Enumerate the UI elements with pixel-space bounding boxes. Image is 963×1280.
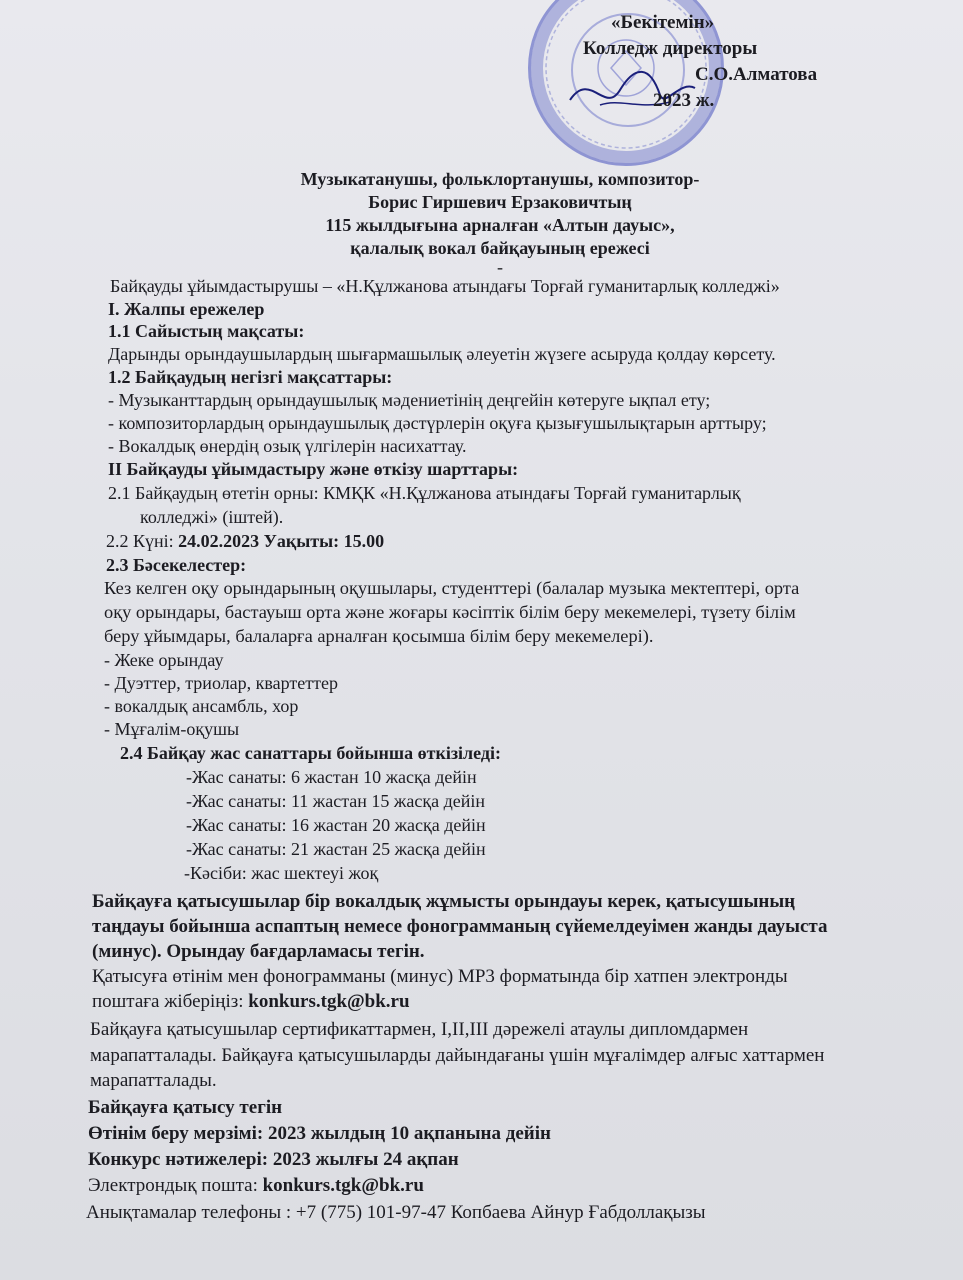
category-item-3: - вокалдық ансамбль, хор [104,696,299,716]
category-item-4: - Мұғалім-оқушы [104,719,240,739]
approval-position: Колледж директоры [583,38,758,59]
title-line-1: Музыкатанушы, фольклортанушы, композитор- [300,169,700,189]
age-category-5: -Кәсіби: жас шектеуі жоқ [184,863,379,883]
approval-year: 2023 ж. [653,90,715,111]
application-deadline: Өтінім беру мерзімі: 2023 жылдың 10 ақпанына дейін [88,1123,551,1144]
participation-free: Байқауға қатысу тегін [88,1097,283,1118]
age-category-4: -Жас санаты: 21 жастан 25 жасқа дейін [186,839,486,859]
date-value: 24.02.2023 Уақыты: 15.00 [178,531,385,551]
participants-line-1: Кез келген оқу орындарының оқушылары, студенттері (балалар музыка мектептері, орта [104,578,800,598]
organizer-line: Байқауды ұйымдастырушы – «Н.Құлжанова атындағы Торғай гуманитарлық колледжі» [110,276,780,296]
approval-block [583,10,843,114]
rules-line-3: (минус). Орындау бағдарламасы тегін. [92,941,425,962]
contact-email-line [88,1174,424,1198]
goal-item-2: - композиторлардың орындаушылық дәстүрлерін оқуға қызығушылықтарын арттыру; [108,413,767,433]
email-submit-line [92,990,410,1014]
age-category-2: -Жас санаты: 11 жастан 15 жасқа дейін [186,791,485,811]
title-dash: - [497,257,503,277]
awards-line-2: марапатталады. Байқауға қатысушыларды дайындағаны үшін мұғалімдер алғыс хаттармен [90,1045,825,1066]
goal-item-3: - Вокалдық өнердің озық үлгілерін насихаттау. [108,436,467,456]
email-submit-address: konkurs.tgk@bk.ru [248,991,410,1012]
awards-line-3: марапатталады. [90,1070,217,1091]
category-item-1: - Жеке орындау [104,650,224,670]
approval-name: С.О.Алматова [695,64,818,85]
email-instructions-line: Қатысуға өтінім мен фонограмманы (минус) МР3 форматында бір хатпен электронды [92,966,788,987]
goal-item-1: - Музыканттардың орындаушылық мәдениетінің деңгейін көтеруге ықпал ету; [108,390,711,410]
goal-text: Дарынды орындаушылардың шығармашылық әлеуетін жүзеге асыруда қолдау көрсету. [108,344,776,364]
participants-line-3: беру ұйымдары, балаларға арналған қосымша білім беру мекемелері). [104,626,654,646]
section-1-1-heading: 1.1 Сайыстың мақсаты: [108,321,305,341]
rules-line-2: таңдауы бойынша аспаптың немесе фонограмманың сүйемелдеуімен жанды дауыста [92,916,828,937]
rules-line-1: Байқауға қатысушылар бір вокалдық жұмысты орындауы керек, қатысушының [92,891,796,912]
category-item-2: - Дуэттер, триолар, квартеттер [104,673,339,693]
contact-phone-line: Анықтамалар телефоны : +7 (775) 101-97-47 Копбаева Айнур Ғабдоллақызы [86,1202,706,1223]
section-1-heading: I. Жалпы ережелер [108,299,265,319]
contact-email-address: konkurs.tgk@bk.ru [262,1175,424,1196]
title-line-2: Борис Гиршевич Ерзаковичтың [368,192,632,212]
section-1-2-heading: 1.2 Байқаудың негізгі мақсаттары: [108,367,393,387]
venue-line-1: 2.1 Байқаудың өтетін орны: КМҚК «Н.Құлжанова атындағы Торғай гуманитарлық [108,483,741,503]
contact-email-label: Электрондық пошта: [88,1175,263,1196]
title-line-3: 115 жылдығына арналған «Алтын дауыс», [325,215,675,235]
email-submit-label: поштаға жіберіңіз: [92,991,249,1012]
participants-line-2: оқу орындары, бастауыш орта және жоғары кәсіптік білім беру мекемелері, түзету білім [104,602,796,622]
section-2-3-heading: 2.3 Бәсекелестер: [106,555,247,575]
section-2-4-heading: 2.4 Байқау жас санаттары бойынша өткізіледі: [120,743,502,763]
results-date: Конкурс нәтижелері: 2023 жылғы 24 ақпан [88,1149,459,1170]
venue-line-2: колледжі» (іштей). [140,507,284,527]
date-line [106,530,384,552]
awards-line-1: Байқауға қатысушылар сертификаттармен, I,II,III дәрежелі атаулы дипломдармен [90,1019,749,1040]
date-label: 2.2 Күні: [106,531,179,551]
title-line-4: қалалық вокал байқауының ережесі [350,238,650,258]
age-category-3: -Жас санаты: 16 жастан 20 жасқа дейін [186,815,486,835]
approval-heading: «Бекітемін» [611,12,715,33]
age-category-1: -Жас санаты: 6 жастан 10 жасқа дейін [186,767,477,787]
document-title [200,168,800,277]
section-2-heading: II Байқауды ұйымдастыру және өткізу шарттары: [108,459,519,479]
